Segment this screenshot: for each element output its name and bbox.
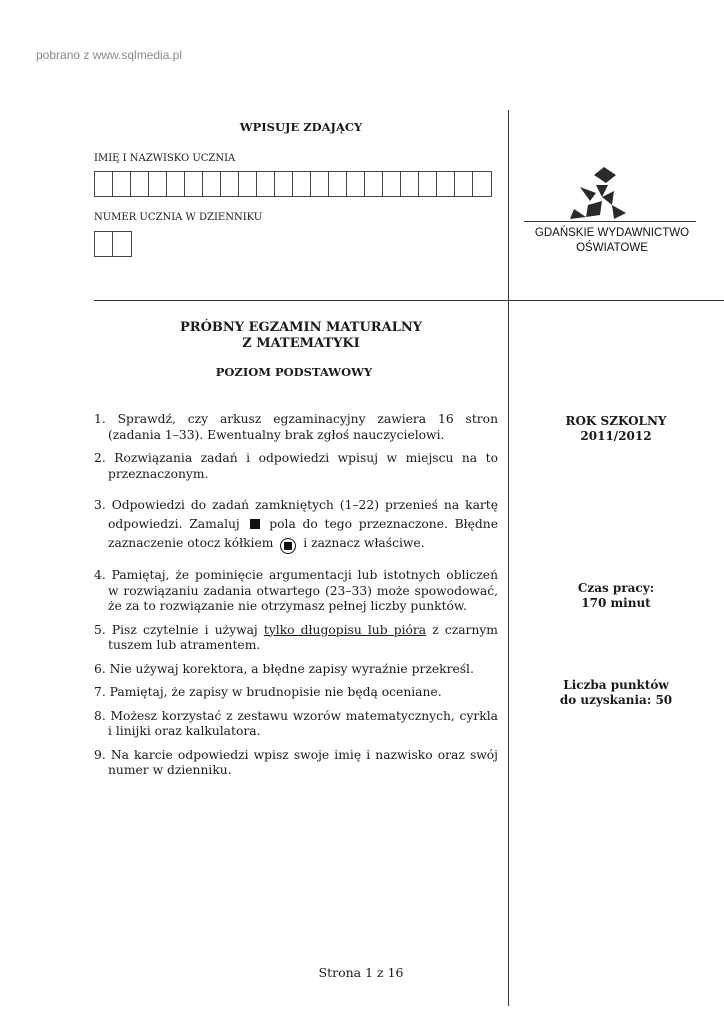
name-label: IMIĘ I NAZWISKO UCZNIA — [94, 153, 236, 164]
exam-title-line2: Z MATEMATYKI — [242, 336, 360, 351]
name-char-box[interactable] — [257, 172, 275, 196]
instruction-7: 7. Pamiętaj, że zapisy w brudnopisie nie będą oceniane. — [94, 685, 442, 699]
name-char-box[interactable] — [167, 172, 185, 196]
publisher-rule — [524, 221, 696, 222]
number-char-box[interactable] — [113, 232, 131, 256]
school-year — [508, 414, 724, 444]
school-year-value: 2011/2012 — [580, 429, 652, 443]
page-number: Strona 1 z 16 — [318, 965, 404, 980]
name-char-box[interactable] — [311, 172, 329, 196]
instruction-9: 9. Na karcie odpowiedzi wpisz swoje imię i nazwisko oraz swój numer w dzienniku. — [94, 747, 498, 777]
name-char-box[interactable] — [455, 172, 473, 196]
name-char-box[interactable] — [419, 172, 437, 196]
publisher-line2: OŚWIATOWE — [576, 242, 648, 254]
exam-level: POZIOM PODSTAWOWY — [215, 365, 373, 379]
school-year-label: ROK SZKOLNY — [565, 414, 667, 428]
name-char-box[interactable] — [401, 172, 419, 196]
name-char-box[interactable] — [95, 172, 113, 196]
circled-square-icon — [280, 538, 296, 554]
tangram-figure-icon — [560, 165, 640, 221]
name-char-box[interactable] — [149, 172, 167, 196]
name-char-box[interactable] — [275, 172, 293, 196]
name-input-boxes[interactable] — [94, 171, 492, 197]
max-points-value: do uzyskania: 50 — [559, 693, 673, 707]
name-char-box[interactable] — [293, 172, 311, 196]
instruction-2: 2. Rozwiązania zadań i odpowiedzi wpisuj w miejscu na to przeznaczonym. — [94, 451, 498, 481]
working-time-label: Czas pracy: — [577, 581, 655, 595]
name-char-box[interactable] — [365, 172, 383, 196]
max-points-label: Liczba punktów — [563, 678, 669, 692]
header-title: WPISUJE ZDAJĄCY — [239, 120, 363, 134]
instruction-5: 5. Pisz czytelnie i używaj tylko długopisu lub pióra z czarnym tuszem lub atramentem. — [94, 622, 498, 652]
working-time-value: 170 minut — [581, 596, 651, 610]
instruction-3: 3. Odpowiedzi do zadań zamkniętych (1–22) przenieś na kartę odpowiedzi. Zamaluj pola do tego przeznaczone. Błędne zaznaczenie otocz kółkiem i zaznacz właściwe. — [94, 496, 498, 554]
number-label: NUMER UCZNIA W DZIENNIKU — [94, 212, 263, 223]
name-char-box[interactable] — [383, 172, 401, 196]
instruction-1: 1. Sprawdź, czy arkusz egzaminacyjny zawiera 16 stron (zadania 1–33). Ewentualny brak zgłoś nauczycielowi. — [94, 412, 498, 442]
name-char-box[interactable] — [437, 172, 455, 196]
watermark-text: pobrano z www.sqlmedia.pl — [36, 48, 183, 62]
exam-title-line1: PRÓBNY EGZAMIN MATURALNY — [179, 320, 423, 335]
number-input-boxes[interactable] — [94, 231, 132, 257]
name-char-box[interactable] — [329, 172, 347, 196]
instruction-8: 8. Możesz korzystać z zestawu wzorów matematycznych, cyrkla i linijki oraz kalkulatora. — [94, 708, 498, 738]
name-char-box[interactable] — [221, 172, 239, 196]
instruction-6: 6. Nie używaj korektora, a błędne zapisy wyraźnie przekreśl. — [94, 661, 474, 676]
vertical-divider — [508, 110, 509, 1006]
publisher-line1: GDAŃSKIE WYDAWNICTWO — [534, 227, 690, 239]
name-char-box[interactable] — [185, 172, 203, 196]
name-char-box[interactable] — [203, 172, 221, 196]
max-points — [508, 678, 724, 708]
name-char-box[interactable] — [473, 172, 491, 196]
instructions-list — [94, 412, 498, 787]
working-time — [508, 581, 724, 611]
filled-square-icon — [250, 519, 260, 529]
horizontal-divider — [94, 300, 724, 301]
name-char-box[interactable] — [347, 172, 365, 196]
name-char-box[interactable] — [239, 172, 257, 196]
number-char-box[interactable] — [95, 232, 113, 256]
publisher-name — [516, 226, 708, 256]
name-char-box[interactable] — [113, 172, 131, 196]
instruction-4: 4. Pamiętaj, że pominięcie argumentacji lub istotnych obliczeń w rozwiązaniu zadania otwartego (23–33) może spowodować, że za to rozwiązanie nie otrzymasz pełnej liczby punktów. — [94, 568, 498, 613]
name-char-box[interactable] — [131, 172, 149, 196]
